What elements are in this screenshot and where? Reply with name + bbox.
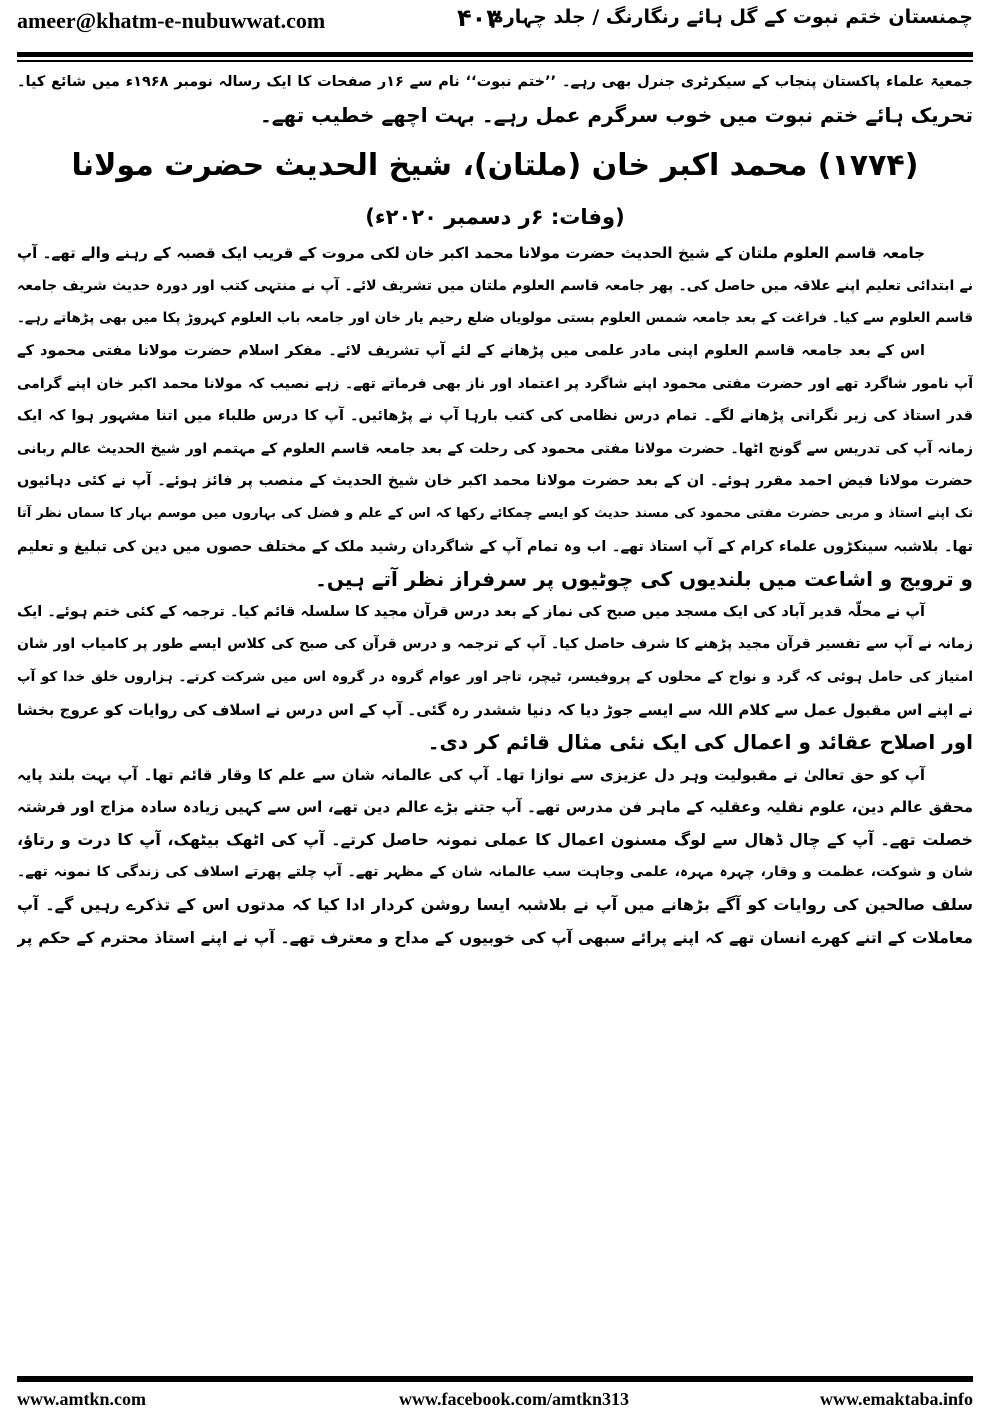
text-line: حضرت مولانا فیض احمد مقرر ہوئے۔ ان کے بعد حضرت مولانا محمد اکبر خان شیخ الحدیث کے منصب پر فائز ہوئے۔ آپ نے کئی دہائیوں — [17, 473, 973, 490]
text-line: معاملات کے اتنے کھرے انسان تھے کہ اپنے پرائے سبھی آپ کی خوبیوں کے مداح و معترف تھے۔ آپ نے اپنے استاذ محترم کے حکم پر — [17, 928, 973, 947]
text-line: نے ابتدائی تعلیم اپنے علاقہ میں حاصل کی۔ پھر جامعہ قاسم العلوم ملتان میں تشریف لائے۔ آپ نے منتہی کتب اور دورہ حدیث شریف جامعہ — [17, 277, 973, 294]
text-line: آپ نامور شاگرد تھے اور حضرت مفتی محمود اپنے شاگرد پر اعتماد اور ناز بھی فرماتے تھے۔ زہے نصیب کہ مولانا محمد اکبر خان اپنے گرامی — [17, 375, 973, 392]
header-rule-thick — [17, 52, 973, 57]
footer-link-amtkn[interactable]: www.amtkn.com — [17, 1389, 146, 1409]
page-number: ۴۰۳ — [457, 4, 501, 32]
text-line: تک اپنے استاذ و مربی حضرت مفتی محمود کی مسند حدیث کو ایسے چمکائے رکھا کہ اس کے علم و فضل کی بہاروں میں موسم بہار کا سماں نظر آتا — [17, 505, 973, 521]
page-footer — [17, 1389, 973, 1415]
text-line: امتیاز کی حامل ہوئی کہ گرد و نواح کے محلوں کے پروفیسر، ٹیچر، تاجر اور عوام گروہ در گروہ اس میں شرکت کرتے۔ ہزاروں خلق خدا کو آپ — [17, 668, 973, 685]
header-email: ameer@khatm-e-nubuwwat.com — [17, 8, 326, 33]
book-title: چمنستان ختم نبوت کے گل ہائے رنگارنگ / جلد چہارم — [489, 6, 973, 28]
text-line: نے اپنے اس مقبول عمل سے کلام اللہ سے ایسے جوڑ دیا کہ دنیا ششدر رہ گئی۔ آپ کے اس درس نے اسلاف کی روایات کو عروج بخشا — [17, 700, 973, 719]
text-line: آپ کو حق تعالیٰ نے مقبولیت وہر دل عزیزی سے نوازا تھا۔ آپ کی عالمانہ شان سے علم کا وقار قائم تھا۔ آپ بہت بلند پایہ — [17, 765, 925, 784]
text-line: تھا۔ بلاشبہ سینکڑوں علماء کرام کے آپ استاذ تھے۔ اب وہ تمام آپ کے شاگردان رشید ملک کے مختلف حصوں میں دین کی تبلیغ و تعلیم — [17, 538, 973, 555]
paragraph — [17, 759, 973, 955]
text-line: سلف صالحین کی روایات کو آگے بڑھانے میں آپ نے بلاشبہ ایسا روشن کردار ادا کیا کہ مدتوں اس کے تذکرے رہیں گے۔ آپ — [17, 895, 973, 915]
text-line: و ترویج و اشاعت میں بلندیوں کی چوٹیوں پر سرفراز نظر آتے ہیں۔ — [315, 567, 973, 592]
text-line: زمانہ نے آپ سے تفسیر قرآن مجید پڑھنے کا شرف حاصل کیا۔ آپ کے ترجمہ و درس قرآن کی صبح کی کلاس ایسے طور پر کامیاب اور شان — [17, 636, 973, 653]
intro-line: تحریک ہائے ختم نبوت میں خوب سرگرم عمل رہے۔ بہت اچھے خطیب تھے۔ — [260, 102, 973, 127]
footer-link-facebook[interactable]: www.facebook.com/amtkn313 — [399, 1389, 629, 1409]
text-line: اس کے بعد جامعہ قاسم العلوم اپنی مادر علمی میں پڑھانے کے لئے آپ تشریف لائے۔ مفکر اسلام حضرت مولانا مفتی محمود کے — [17, 342, 925, 359]
header-rule-thin — [17, 60, 973, 62]
text-line: اور اصلاح عقائد و اعمال کی ایک نئی مثال قائم کر دی۔ — [427, 730, 973, 755]
page-header — [17, 0, 973, 42]
section-title: (۱۷۷۴) محمد اکبر خان (ملتان)، شیخ الحدیث حضرت مولانا — [71, 148, 919, 184]
paragraph — [17, 335, 973, 596]
text-line: زمانہ آپ کی تدریس سے گونج اٹھا۔ حضرت مولانا مفتی محمود کی رحلت کے بعد جامعہ قاسم العلوم کے مہتمم اور شیخ الحدیث عالم ربانی — [17, 440, 973, 457]
section-subtitle: (وفات: ۶ر دسمبر ۲۰۲۰ء) — [365, 205, 625, 230]
paragraph — [17, 596, 973, 759]
text-line: جامعہ قاسم العلوم ملتان کے شیخ الحدیث حضرت مولانا محمد اکبر خان لکی مروت کے قریب ایک قصبہ کے رہنے والے تھے۔ آپ — [17, 244, 925, 263]
text-line: شان و شوکت، عظمت و وقار، چہرہ مہرہ، علمی وجاہت سب عالمانہ شان کے مظہر تھے۔ آپ چلتے پھرتے اسلاف کی زندگی کا نمونہ تھے۔ — [17, 864, 973, 881]
text-line: محقق عالم دین، علوم نقلیہ وعقلیہ کے ماہر فن مدرس تھے۔ آپ جتنے بڑے عالم دین تھے، اس سے کہیں زیادہ سادہ مزاج اور فرشتہ — [17, 798, 973, 817]
text-line: قدر استاذ کی زیر نگرانی پڑھانے لگے۔ تمام درس نظامی کی کتب بارہا آپ نے پڑھائیں۔ آپ کا درس طلباء میں اتنا مشہور ہوا کہ ایک — [17, 408, 973, 425]
page-content — [17, 66, 973, 1350]
intro-line: جمعیۃ علماء پاکستان پنجاب کے سیکرٹری جنرل بھی رہے۔ ’’ختم نبوت‘‘ نام سے ۱۶ر صفحات کا ایک رسالہ نومبر ۱۹۶۸ء میں شائع کیا۔ — [17, 74, 973, 90]
paragraph — [17, 237, 973, 335]
text-line: قاسم العلوم سے کیا۔ فراغت کے بعد جامعہ شمس العلوم بستی مولویاں ضلع رحیم یار خان اور جامعہ باب العلوم کہروڑ پکا میں بھی پڑھاتے رہے۔ — [17, 310, 973, 327]
text-line: آپ نے محلّہ قدیر آباد کی ایک مسجد میں صبح کی نماز کے بعد درس قرآن مجید کا سلسلہ قائم کیا۔ ترجمہ کے کئی ختم ہوئے۔ ایک — [17, 603, 925, 620]
footer-link-emaktaba[interactable]: www.emaktaba.info — [819, 1389, 973, 1409]
text-line: خصلت تھے۔ آپ کے چال ڈھال سے لوگ مسنون اعمال کا عملی نمونہ حاصل کرتے۔ آپ کی اٹھک بیٹھک، آپ کا درت و رتاؤ، — [17, 829, 973, 849]
footer-rule — [17, 1376, 973, 1382]
